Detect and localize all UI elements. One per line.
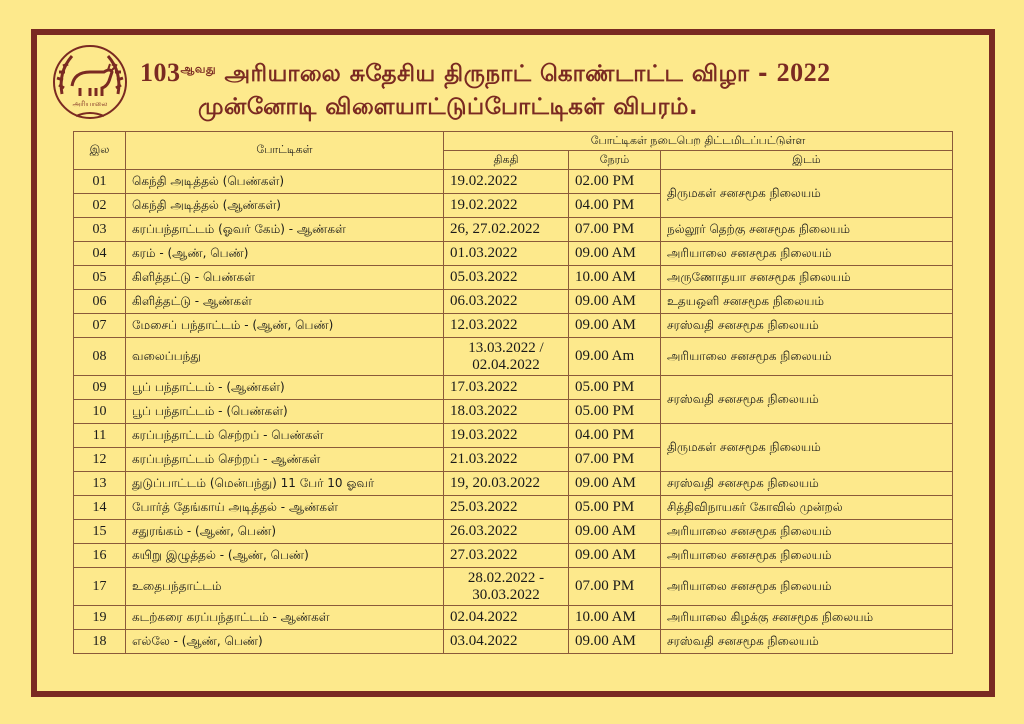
row-date: 17.03.2022: [444, 376, 569, 400]
row-event: சதுரங்கம் - (ஆண், பெண்): [126, 520, 444, 544]
row-time: 09.00 Am: [569, 338, 661, 376]
table-row: [74, 266, 953, 290]
table-row: [74, 218, 953, 242]
row-time: 10.00 AM: [569, 266, 661, 290]
row-time: 09.00 AM: [569, 472, 661, 496]
row-event: கெந்தி அடித்தல் (ஆண்கள்): [126, 194, 444, 218]
row-event: கிளித்தட்டு - பெண்கள்: [126, 266, 444, 290]
row-date: 12.03.2022: [444, 314, 569, 338]
row-event: கடற்கரை கரப்பந்தாட்டம் - ஆண்கள்: [126, 606, 444, 630]
row-event: கரப்பந்தாட்டம் செற்றப் - பெண்கள்: [126, 424, 444, 448]
row-date-line2: 30.03.2022: [472, 586, 540, 603]
row-time: 07.00 PM: [569, 448, 661, 472]
row-place: சரஸ்வதி சனசமூக நிலையம்: [661, 472, 953, 496]
row-time: 09.00 AM: [569, 242, 661, 266]
row-date: 02.04.2022: [444, 606, 569, 630]
row-date: 19.03.2022: [444, 424, 569, 448]
organization-logo: [50, 42, 130, 122]
table-row: [74, 290, 953, 314]
row-place: அரியாலை சனசமூக நிலையம்: [661, 520, 953, 544]
table-row: [74, 376, 953, 400]
header-date: திகதி: [444, 151, 569, 170]
header-time: நேரம்: [569, 151, 661, 170]
row-place: நல்லூர் தெற்கு சனசமூக நிலையம்: [661, 218, 953, 242]
row-date: [444, 338, 569, 376]
table-row: [74, 568, 953, 606]
row-event: பூப் பந்தாட்டம் - (பெண்கள்): [126, 400, 444, 424]
table-row: [74, 630, 953, 654]
row-time: 05.00 PM: [569, 496, 661, 520]
row-time: 07.00 PM: [569, 218, 661, 242]
row-place: சரஸ்வதி சனசமூக நிலையம்: [661, 376, 953, 424]
row-event: எல்லே - (ஆண், பெண்): [126, 630, 444, 654]
row-event: உதைபந்தாட்டம்: [126, 568, 444, 606]
table-row: [74, 544, 953, 568]
row-event: பூப் பந்தாட்டம் - (ஆண்கள்): [126, 376, 444, 400]
row-event: மேசைப் பந்தாட்டம் - (ஆண், பெண்): [126, 314, 444, 338]
row-place: சரஸ்வதி சனசமூக நிலையம்: [661, 630, 953, 654]
row-event: கரம் - (ஆண், பெண்): [126, 242, 444, 266]
row-serial: 15: [74, 520, 126, 544]
logo-text: அரியாலை: [72, 100, 108, 108]
row-serial: 02: [74, 194, 126, 218]
events-schedule-table: [73, 131, 953, 654]
row-event: கயிறு இழுத்தல் - (ஆண், பெண்): [126, 544, 444, 568]
row-serial: 17: [74, 568, 126, 606]
row-place: அரியாலை சனசமூக நிலையம்: [661, 568, 953, 606]
row-date: 05.03.2022: [444, 266, 569, 290]
row-date: 19.02.2022: [444, 194, 569, 218]
row-date: 19, 20.03.2022: [444, 472, 569, 496]
row-date: 03.04.2022: [444, 630, 569, 654]
page-title: [140, 58, 831, 90]
row-time: 10.00 AM: [569, 606, 661, 630]
table-row: [74, 170, 953, 194]
row-date-line1: 13.03.2022 /: [468, 339, 544, 356]
row-event: கரப்பந்தாட்டம் (ஓவர் கேம்) - ஆண்கள்: [126, 218, 444, 242]
row-serial: 09: [74, 376, 126, 400]
title-superscript: ஆவது: [180, 62, 216, 76]
row-place: சித்திவிநாயகர் கோவில் முன்றல்: [661, 496, 953, 520]
row-date: 19.02.2022: [444, 170, 569, 194]
row-date: 06.03.2022: [444, 290, 569, 314]
row-time: 04.00 PM: [569, 194, 661, 218]
row-place: திருமகள் சனசமூக நிலையம்: [661, 170, 953, 218]
row-time: 09.00 AM: [569, 630, 661, 654]
row-event: போர்த் தேங்காய் அடித்தல் - ஆண்கள்: [126, 496, 444, 520]
table-row: [74, 424, 953, 448]
row-serial: 16: [74, 544, 126, 568]
row-date: 01.03.2022: [444, 242, 569, 266]
row-serial: 14: [74, 496, 126, 520]
row-serial: 13: [74, 472, 126, 496]
row-event: துடுப்பாட்டம் (மென்பந்து) 11 பேர் 10 ஓவர்: [126, 472, 444, 496]
row-place: சரஸ்வதி சனசமூக நிலையம்: [661, 314, 953, 338]
row-time: 04.00 PM: [569, 424, 661, 448]
row-event: வலைப்பந்து: [126, 338, 444, 376]
row-serial: 11: [74, 424, 126, 448]
row-serial: 06: [74, 290, 126, 314]
row-serial: 01: [74, 170, 126, 194]
row-time: 05.00 PM: [569, 400, 661, 424]
row-serial: 04: [74, 242, 126, 266]
row-date-line1: 28.02.2022 -: [467, 569, 545, 586]
row-time: 07.00 PM: [569, 568, 661, 606]
table-row: [74, 520, 953, 544]
table-row: [74, 314, 953, 338]
row-serial: 12: [74, 448, 126, 472]
row-date: 27.03.2022: [444, 544, 569, 568]
row-serial: 03: [74, 218, 126, 242]
table-row: [74, 338, 953, 376]
title-text: அரியாலை சுதேசிய திருநாட் கொண்டாட்ட விழா -: [224, 61, 769, 87]
row-serial: 10: [74, 400, 126, 424]
row-place: அரியாலை கிழக்கு சனசமூக நிலையம்: [661, 606, 953, 630]
row-date: 18.03.2022: [444, 400, 569, 424]
row-serial: 19: [74, 606, 126, 630]
header-serial: இல: [74, 132, 126, 170]
row-serial: 08: [74, 338, 126, 376]
row-event: கரப்பந்தாட்டம் செற்றப் - ஆண்கள்: [126, 448, 444, 472]
table-row: [74, 496, 953, 520]
row-time: 05.00 PM: [569, 376, 661, 400]
row-place: திருமகள் சனசமூக நிலையம்: [661, 424, 953, 472]
row-date: [444, 568, 569, 606]
header-place: இடம்: [661, 151, 953, 170]
row-place: உதயஒளி சனசமூக நிலையம்: [661, 290, 953, 314]
row-time: 09.00 AM: [569, 520, 661, 544]
row-time: 09.00 AM: [569, 290, 661, 314]
table-row: [74, 606, 953, 630]
table-row: [74, 472, 953, 496]
row-date: 21.03.2022: [444, 448, 569, 472]
row-place: அரியாலை சனசமூக நிலையம்: [661, 338, 953, 376]
row-date-line2: 02.04.2022: [472, 356, 540, 373]
title-number: 103: [140, 58, 181, 87]
row-serial: 05: [74, 266, 126, 290]
header-events: போட்டிகள்: [126, 132, 444, 170]
row-time: 09.00 AM: [569, 314, 661, 338]
row-serial: 07: [74, 314, 126, 338]
row-place: அருணோதயா சனசமூக நிலையம்: [661, 266, 953, 290]
row-time: 02.00 PM: [569, 170, 661, 194]
row-date: 26, 27.02.2022: [444, 218, 569, 242]
header-schedule: போட்டிகள் நடைபெற திட்டமிடப்பட்டுள்ள: [444, 132, 953, 151]
page-subtitle: முன்னோடி விளையாட்டுப்போட்டிகள் விபரம்.: [198, 94, 699, 120]
row-place: அரியாலை சனசமூக நிலையம்: [661, 242, 953, 266]
row-time: 09.00 AM: [569, 544, 661, 568]
row-serial: 18: [74, 630, 126, 654]
row-date: 26.03.2022: [444, 520, 569, 544]
row-date: 25.03.2022: [444, 496, 569, 520]
row-place: அரியாலை சனசமூக நிலையம்: [661, 544, 953, 568]
table-row: [74, 242, 953, 266]
row-event: கிளித்தட்டு - ஆண்கள்: [126, 290, 444, 314]
title-year: 2022: [776, 58, 831, 87]
row-event: கெந்தி அடித்தல் (பெண்கள்): [126, 170, 444, 194]
